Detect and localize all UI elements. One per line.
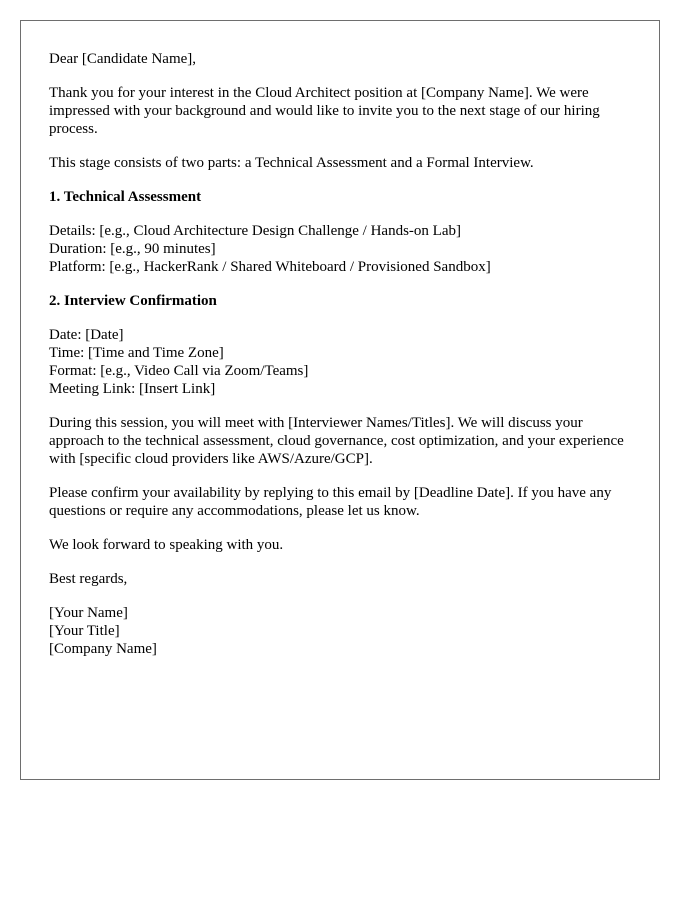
signature-title: [Your Title]: [49, 623, 120, 639]
salutation: Dear [Candidate Name],: [49, 51, 197, 67]
assessment-duration: Duration: [e.g., 90 minutes]: [49, 241, 216, 257]
technical-assessment-heading: 1. Technical Assessment: [49, 189, 202, 205]
interview-date: Date: [Date]: [49, 327, 124, 343]
assessment-platform: Platform: [e.g., HackerRank / Shared Whiteboard / Provisioned Sandbox]: [49, 259, 491, 275]
signature-block: [49, 604, 631, 658]
intro-paragraph: Thank you for your interest in the Cloud Architect position at [Company Name]. We were impressed with your background and would like to invite you to the next stage of our hiring process.: [49, 85, 600, 137]
interview-confirmation-heading: 2. Interview Confirmation: [49, 293, 217, 309]
interview-time: Time: [Time and Time Zone]: [49, 345, 224, 361]
confirmation-request-paragraph: Please confirm your availability by replying to this email by [Deadline Date]. If you have any questions or require any accommodations, please let us know.: [49, 485, 612, 519]
interview-format: Format: [e.g., Video Call via Zoom/Teams]: [49, 363, 309, 379]
signature-company: [Company Name]: [49, 641, 157, 657]
interview-meeting-link: Meeting Link: [Insert Link]: [49, 381, 216, 397]
session-description-paragraph: During this session, you will meet with [Interviewer Names/Titles]. We will discuss your approach to the technical assessment, cloud governance, cost optimization, and your experience with [specific cloud providers like AWS/Azure/GCP].: [49, 415, 624, 467]
closing-line: We look forward to speaking with you.: [49, 537, 284, 553]
technical-assessment-block: [49, 222, 631, 276]
stage-overview-paragraph: This stage consists of two parts: a Technical Assessment and a Formal Interview.: [49, 155, 534, 171]
interview-confirmation-block: [49, 326, 631, 398]
letter-body: [20, 20, 660, 780]
assessment-details: Details: [e.g., Cloud Architecture Design Challenge / Hands-on Lab]: [49, 223, 461, 239]
signature-name: [Your Name]: [49, 605, 128, 621]
sign-off: Best regards,: [49, 571, 128, 587]
